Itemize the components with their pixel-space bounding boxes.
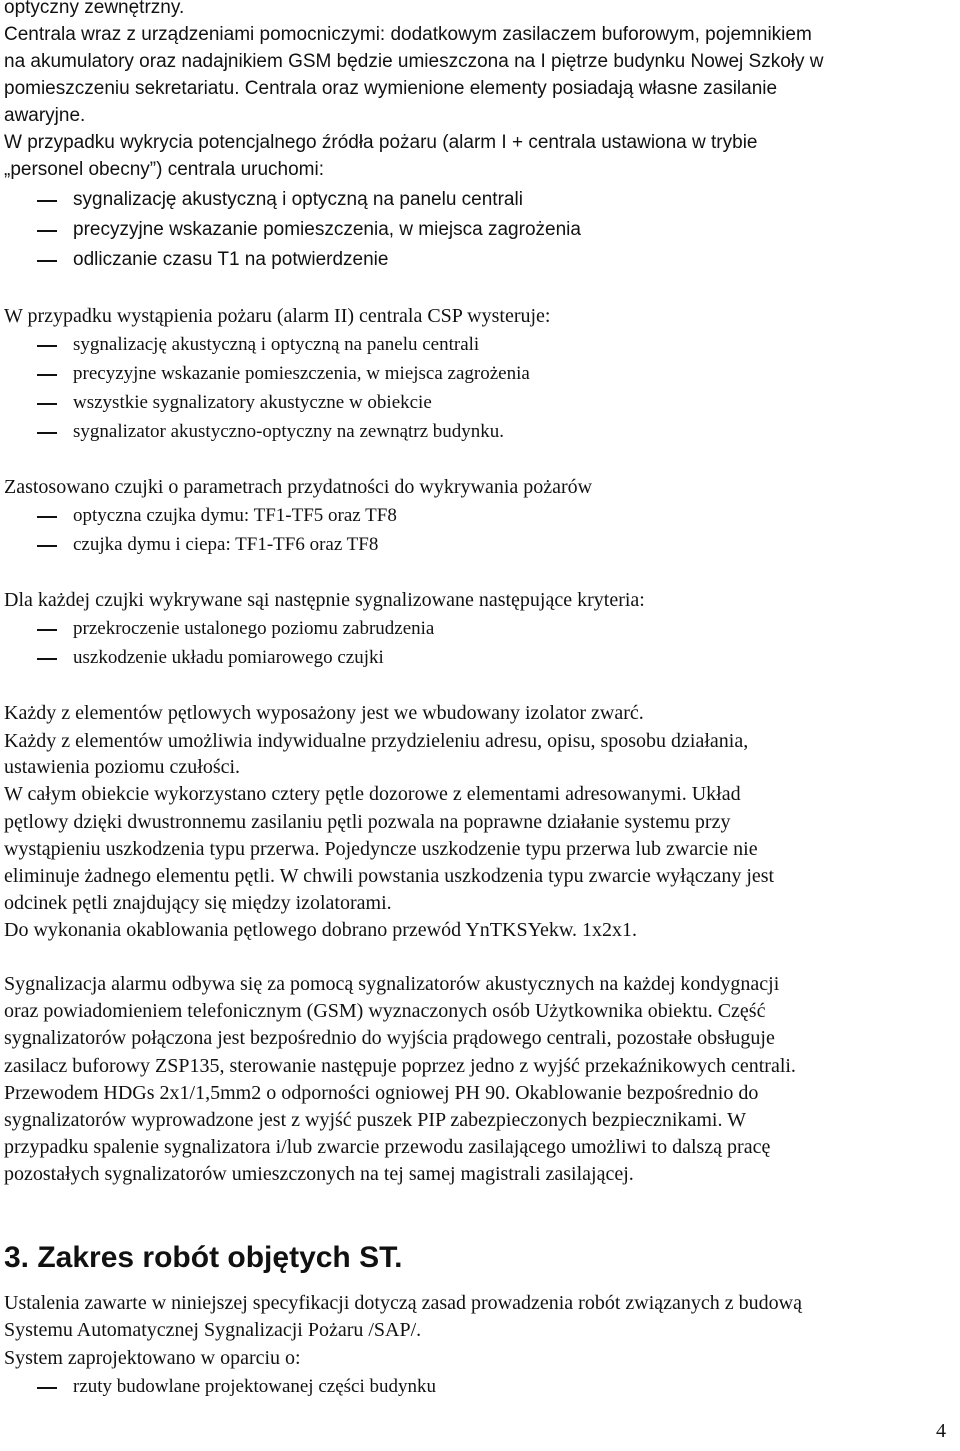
text-line: pętlowy dzięki dwustronnemu zasilaniu pętli pozwala na poprawne działanie systemu przy bbox=[4, 811, 731, 833]
text-line: Sygnalizacja alarmu odbywa się za pomocą sygnalizatorów akustycznych na każdej kondygnacji bbox=[4, 973, 780, 995]
text-line: pomieszczeniu sekretariatu. Centrala oraz wymienione elementy posiadają własne zasilanie bbox=[4, 78, 778, 99]
list-item: odliczanie czasu T1 na potwierdzenie bbox=[73, 249, 389, 270]
list-item: rzuty budowlane projektowanej części budynku bbox=[73, 1376, 436, 1397]
text-line: Do wykonania okablowania pętlowego dobrano przewód YnTKSYekw. 1x2x1. bbox=[4, 919, 638, 941]
text-line: Przewodem HDGs 2x1/1,5mm2 o odporności ogniowej PH 90. Okablowanie bezpośrednio do bbox=[4, 1082, 759, 1104]
bullet-dash bbox=[37, 432, 57, 434]
list-item: sygnalizację akustyczną i optyczną na panelu centrali bbox=[73, 334, 480, 355]
list-item: optyczna czujka dymu: TF1-TF5 oraz TF8 bbox=[73, 505, 397, 526]
text-line: „personel obecny”) centrala uruchomi: bbox=[4, 159, 324, 180]
text-line: wystąpieniu uszkodzenia typu przerwa. Pojedyncze uszkodzenie typu przerwa lub zwarcie nie bbox=[4, 838, 758, 860]
list-item: precyzyjne wskazanie pomieszczenia, w miejsca zagrożenia bbox=[73, 363, 530, 384]
text-line: W całym obiekcie wykorzystano cztery pętle dozorowe z elementami adresowanymi. Układ bbox=[4, 783, 741, 805]
text-line: System zaprojektowano w oparciu o: bbox=[4, 1347, 301, 1369]
text-line: zasilacz buforowy ZSP135, sterowanie następuje poprzez jedno z wyjść przekaźnikowych centrali. bbox=[4, 1055, 796, 1077]
list-item: sygnalizator akustyczno-optyczny na zewnątrz budynku. bbox=[73, 421, 505, 442]
text-line: przypadku spalenie sygnalizatora i/lub zwarcie przewodu zasilającego umożliwi to dalszą pracę bbox=[4, 1136, 771, 1158]
bullet-dash bbox=[37, 516, 57, 518]
bullet-dash bbox=[37, 260, 57, 262]
text-line: optyczny zewnętrzny. bbox=[4, 0, 185, 18]
text-line: Każdy z elementów pętlowych wyposażony jest we wbudowany izolator zwarć. bbox=[4, 702, 644, 724]
section-heading: 3. Zakres robót objętych ST. bbox=[4, 1241, 403, 1274]
text-line: Centrala wraz z urządzeniami pomocniczymi: dodatkowym zasilaczem buforowym, pojemnikiem bbox=[4, 24, 812, 45]
text-line: sygnalizatorów wyprowadzone jest z wyjść puszek PIP zabezpieczonych bezpiecznikami. W bbox=[4, 1109, 746, 1131]
text-line: W przypadku wykrycia potencjalnego źródła pożaru (alarm I + centrala ustawiona w trybie bbox=[4, 132, 758, 153]
text-line: Systemu Automatycznej Sygnalizacji Pożaru /SAP/. bbox=[4, 1319, 422, 1341]
page-number: 4 bbox=[936, 1420, 946, 1442]
text-line: Dla każdej czujki wykrywane sąi następnie sygnalizowane następujące kryteria: bbox=[4, 589, 645, 611]
bullet-dash bbox=[37, 230, 57, 232]
text-line: Ustalenia zawarte w niniejszej specyfikacji dotyczą zasad prowadzenia robót związanych z budową bbox=[4, 1292, 802, 1314]
text-line: oraz powiadomieniem telefonicznym (GSM) wyznaczonych osób Użytkownika obiektu. Część bbox=[4, 1000, 766, 1022]
bullet-dash bbox=[37, 658, 57, 660]
list-item: precyzyjne wskazanie pomieszczenia, w miejsca zagrożenia bbox=[73, 219, 581, 240]
bullet-dash bbox=[37, 374, 57, 376]
text-line: Zastosowano czujki o parametrach przydatności do wykrywania pożarów bbox=[4, 476, 593, 498]
text-line: W przypadku wystąpienia pożaru (alarm II) centrala CSP wysteruje: bbox=[4, 305, 551, 327]
list-item: czujka dymu i ciepa: TF1-TF6 oraz TF8 bbox=[73, 534, 379, 555]
text-line: ustawienia poziomu czułości. bbox=[4, 756, 241, 778]
text-line: Każdy z elementów umożliwia indywidualne przydzieleniu adresu, opisu, sposobu działania, bbox=[4, 730, 749, 752]
bullet-dash bbox=[37, 345, 57, 347]
bullet-dash bbox=[37, 629, 57, 631]
text-line: sygnalizatorów połączona jest bezpośrednio do wyjścia prądowego centrali, pozostałe obsługuje bbox=[4, 1027, 775, 1049]
bullet-dash bbox=[37, 200, 57, 202]
text-line: na akumulatory oraz nadajnikiem GSM będzie umieszczona na I piętrze budynku Nowej Szkoły w bbox=[4, 51, 824, 72]
text-line: odcinek pętli znajdujący się między izolatorami. bbox=[4, 892, 392, 914]
text-line: pozostałych sygnalizatorów umieszczonych na tej samej magistrali zasilającej. bbox=[4, 1163, 634, 1185]
list-item: sygnalizację akustyczną i optyczną na panelu centrali bbox=[73, 189, 523, 210]
bullet-dash bbox=[37, 403, 57, 405]
bullet-dash bbox=[37, 1387, 57, 1389]
text-line: awaryjne. bbox=[4, 105, 86, 126]
list-item: wszystkie sygnalizatory akustyczne w obiekcie bbox=[73, 392, 432, 413]
list-item: przekroczenie ustalonego poziomu zabrudzenia bbox=[73, 618, 435, 639]
bullet-dash bbox=[37, 545, 57, 547]
text-line: eliminuje żadnego elementu pętli. W chwili powstania uszkodzenia typu zwarcie wyłączany jest bbox=[4, 865, 775, 887]
list-item: uszkodzenie układu pomiarowego czujki bbox=[73, 647, 384, 668]
